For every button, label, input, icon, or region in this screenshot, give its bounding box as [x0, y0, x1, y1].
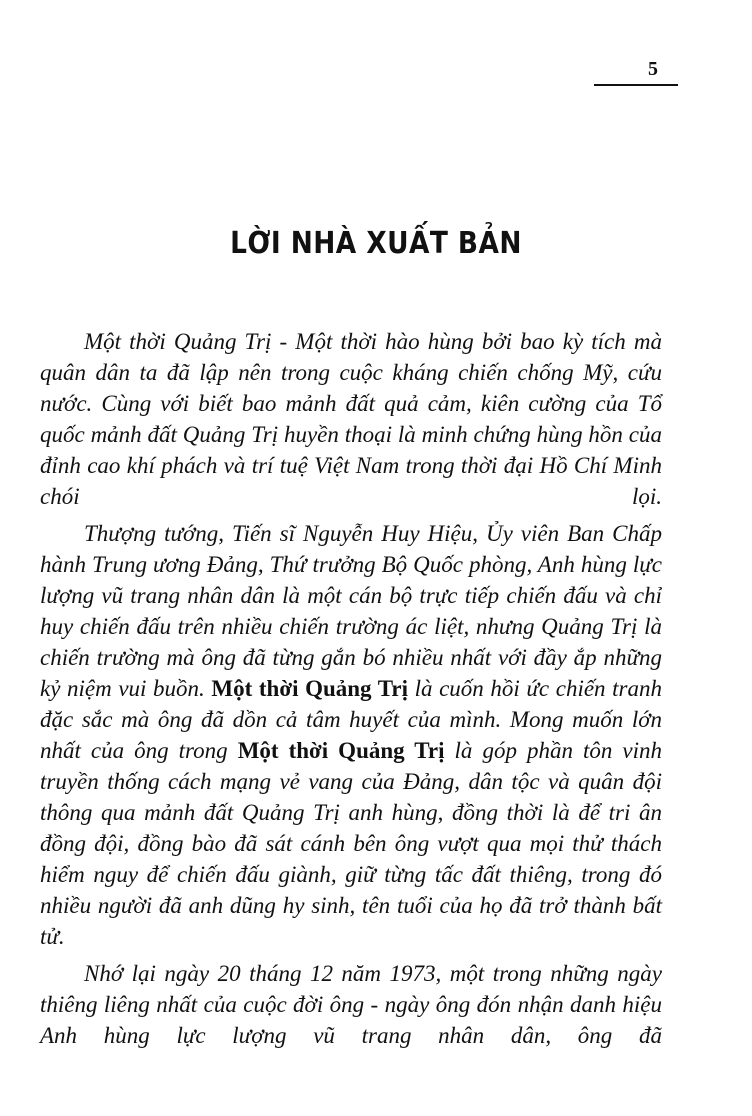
header-rule [594, 84, 678, 86]
book-title-emphasis: Một thời Quảng Trị [237, 738, 445, 763]
page-title: LỜI NHÀ XUẤT BẢN [230, 226, 522, 261]
paragraph-2-part-b: là cuốn hồi ức chiến tranh đặc sắc mà ông đã dồn cả tâm huyết của mình. Mong muốn lớn nhất của ông trong [40, 676, 663, 763]
paragraph-2-part-a: Thượng tướng, Tiến sĩ Nguyễn Huy Hiệu, Ủy viên Ban Chấp hành Trung ương Đảng, Thứ trưởng Bộ Quốc phòng, Anh hùng lực lượng vũ trang nhân dân là một cán bộ trực tiếp chiến đấu và chỉ huy chiến đấu trên nhiều chiến trường ác liệt, nhưng Quảng Trị là chiến trường mà ông đã từng gắn bó nhiều nhất với đầy ắp những kỷ niệm vui buồn. [40, 521, 662, 701]
book-title-emphasis: Một thời Quảng Trị [211, 676, 408, 701]
paragraph-3: Nhớ lại ngày 20 tháng 12 năm 1973, một trong những ngày thiêng liêng nhất của cuộc đời ông - ngày ông đón nhận danh hiệu Anh hùng lực lượng vũ trang nhân dân, ông đã [40, 961, 662, 1048]
paragraph-1: Một thời Quảng Trị - Một thời hào hùng bởi bao kỳ tích mà quân dân ta đã lập nên trong cuộc kháng chiến chống Mỹ, cứu nước. Cùng với biết bao mảnh đất quả cảm, kiên cường của Tổ quốc mảnh đất Quảng Trị huyền thoại là minh chứng hùng hồn của đỉnh cao khí phách và trí tuệ Việt Nam trong thời đại Hồ Chí Minh chói lọi. [40, 329, 662, 509]
body-text [40, 326, 662, 1057]
paragraph-2 [40, 518, 662, 952]
paragraph-2-part-c: là góp phần tôn vinh truyền thống cách mạng vẻ vang của Đảng, dân tộc và quân đội thông qua mảnh đất Quảng Trị anh hùng, đồng thời là để tri ân đồng đội, đồng bào đã sát cánh bên ông vượt qua mọi thử thách hiểm nguy để chiến đấu giành, giữ từng tấc đất thiêng, trong đó nhiều người đã anh dũng hy sinh, tên tuổi của họ đã trở thành bất tử. [40, 738, 663, 949]
page-number: 5 [648, 58, 658, 80]
